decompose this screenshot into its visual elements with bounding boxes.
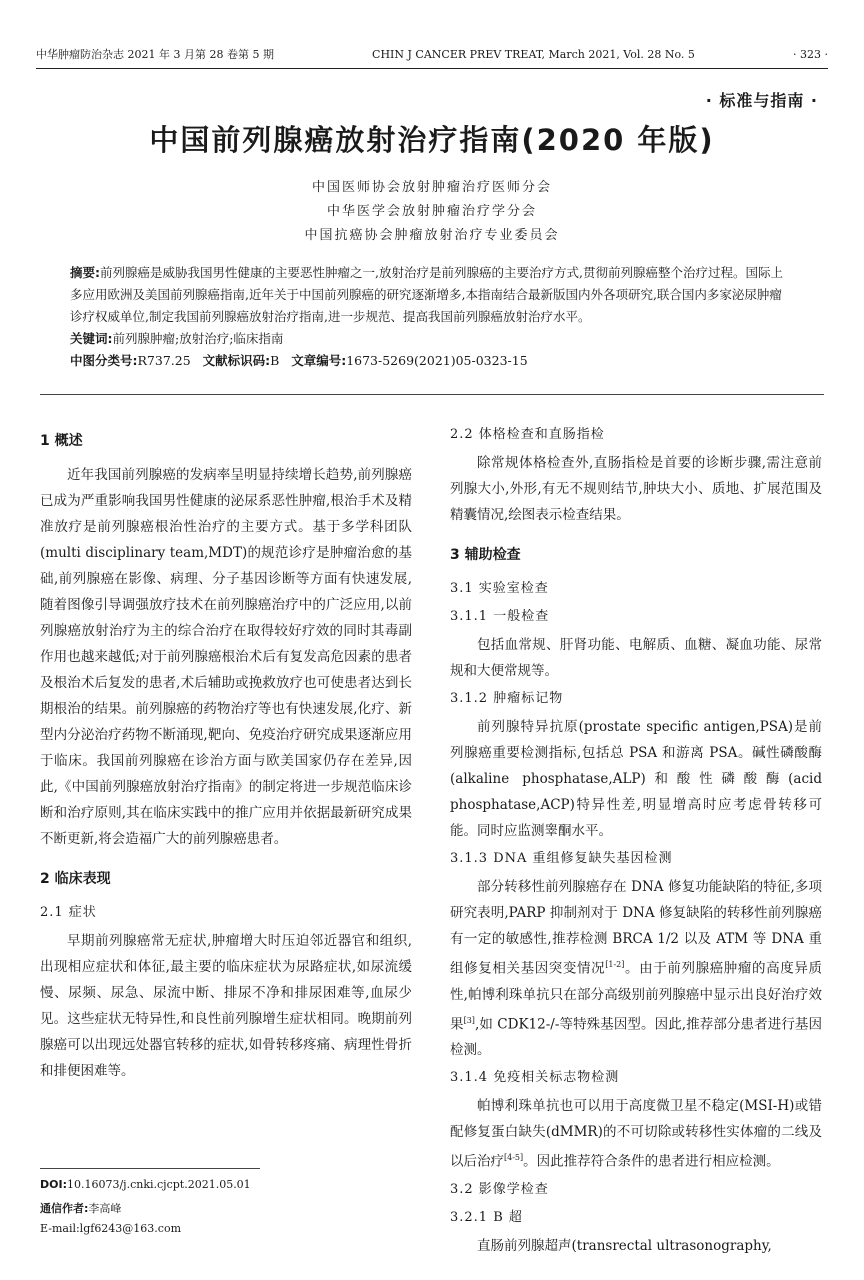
section-3-1-2-paragraph: 前列腺特异抗原(prostate specific antigen,PSA)是前列腺癌重要检测指标,包括总 PSA 和游离 PSA。碱性磷酸酶(alkaline phosphatase,ALP)和酸性磷酸酶(acid phosphatase,ACP)特异性差,明显增高时应考虑骨转移可能。同时应监测睾酮水平。	[450, 719, 822, 839]
org-2: 中华医学会放射肿瘤治疗学分会	[326, 204, 537, 219]
section-3-2-heading: 3.2 影像学检查	[450, 1181, 549, 1197]
running-header	[36, 44, 828, 64]
doc-code-value: B	[270, 353, 280, 368]
doc-code-label: 文献标识码:	[202, 353, 271, 368]
section-1-heading: 1 概述	[40, 433, 83, 449]
abstract-text: 前列腺癌是威胁我国男性健康的主要恶性肿瘤之一,放射治疗是前列腺癌的主要治疗方式,贯彻前列腺癌整个治疗过程。国际上多应用欧洲及美国前列腺癌指南,近年关于中国前列腺癌的研究逐渐增多,本指南结合最新版国内外各项研究,联合国内多家泌尿肿瘤诊疗权威单位,制定我国前列腺癌放射治疗指南,进一步规范、提高我国前列腺癌放射治疗水平。	[70, 265, 783, 324]
citation-4-5[interactable]: [4-5]	[504, 1153, 524, 1162]
article-number-value: 1673-5269(2021)05-0323-15	[346, 353, 528, 368]
section-3-1-1-heading: 3.1.1 一般检查	[450, 609, 550, 624]
section-2-2-heading: 2.2 体格检查和直肠指检	[450, 427, 605, 442]
section-3-2-1-heading: 3.2.1 B 超	[450, 1209, 523, 1225]
citation-1-2[interactable]: [1-2]	[605, 960, 625, 969]
citation-3[interactable]: [3]	[463, 1015, 475, 1025]
section-tag: · 标准与指南 ·	[705, 91, 818, 110]
s313-text-b: 。由于前列腺癌肿瘤的高度异质性,帕博利珠单抗只在部分高级别前列腺癌中显示出良好治疗效果	[450, 960, 823, 1032]
section-3-2-1-paragraph: 直肠前列腺超声(transrectal ultrasonography,	[477, 1237, 772, 1254]
page-number: · 323 ·	[793, 47, 828, 61]
doi-label: DOI:	[40, 1178, 67, 1191]
classification-line	[70, 350, 794, 372]
section-3-heading: 3 辅助检查	[450, 547, 521, 563]
keywords-text: 前列腺肿瘤;放射治疗;临床指南	[112, 331, 284, 346]
section-3-1-2-heading: 3.1.2 肿瘤标记物	[450, 691, 564, 706]
right-column	[450, 420, 822, 1259]
abstract-divider	[40, 394, 824, 395]
abstract-label: 摘要:	[70, 265, 100, 280]
section-2-heading: 2 临床表现	[40, 871, 111, 887]
keywords	[70, 328, 794, 350]
header-divider	[36, 68, 828, 69]
keywords-label: 关键词:	[70, 331, 113, 346]
author-line	[40, 1200, 121, 1216]
article-title: 中国前列腺癌放射治疗指南(2020 年版)	[149, 123, 715, 157]
clc-value: R737.25	[137, 353, 191, 368]
section-3-1-4-paragraph	[450, 1093, 822, 1175]
journal-name-en: CHIN J CANCER PREV TREAT, March 2021, Vol. 28 No. 5	[372, 47, 695, 61]
doi-value[interactable]: 10.16073/j.cnki.cjcpt.2021.05.01	[66, 1178, 251, 1191]
s313-text-c: ,如 CDK12-/-等特殊基因型。因此,推荐部分患者进行基因检测。	[450, 1016, 822, 1058]
email-line[interactable]: E-mail:lgf6243@163.com	[40, 1222, 182, 1235]
left-column	[40, 420, 412, 1084]
abstract	[70, 262, 794, 328]
journal-name-cn: 中华肿瘤防治杂志 2021 年 3 月第 28 卷第 5 期	[36, 48, 274, 61]
s314-text-b: 。因此推荐符合条件的患者进行相应检测。	[523, 1153, 780, 1170]
clc-label: 中图分类号:	[70, 353, 138, 368]
s314-text-a: 帕博利珠单抗也可以用于高度微卫星不稳定(MSI-H)或错配修复蛋白缺失(dMMR)的不可切除或转移性实体瘤的二线及以后治疗	[450, 1098, 822, 1170]
section-2-1-heading: 2.1 症状	[40, 905, 97, 920]
section-2-1-paragraph: 早期前列腺癌常无症状,肿瘤增大时压迫邻近器官和组织,出现相应症状和体征,最主要的临床症状为尿路症状,如尿流缓慢、尿频、尿急、尿流中断、排尿不净和排尿困难等,血尿少见。这些症状无特异性,和良性前列腺增生症状相同。晚期前列腺癌可以出现远处器官转移的症状,如骨转移疼痛、病理性骨折和排便困难等。	[40, 933, 412, 1079]
section-3-1-3-heading: 3.1.3 DNA 重组修复缺失基因检测	[450, 851, 673, 866]
section-3-1-4-heading: 3.1.4 免疫相关标志物检测	[450, 1070, 620, 1085]
article-number-label: 文章编号:	[291, 353, 347, 368]
author-label: 通信作者:	[40, 1202, 89, 1215]
section-1-paragraph: 近年我国前列腺癌的发病率呈明显持续增长趋势,前列腺癌已成为严重影响我国男性健康的泌尿系恶性肿瘤,根治手术及精准放疗是前列腺癌根治性治疗的主要方式。基于多学科团队(multi disciplinary team,MDT)的规范诊疗是肿瘤治愈的基础,前列腺癌在影像、病理、分子基因诊断等方面有快速发展,随着图像引导调强放疗技术在前列腺癌治疗中的广泛应用,以前列腺癌放射治疗为主的综合治疗在取得较好疗效的同时其毒副作用也越来越低;对于前列腺癌根治术后有复发高危因素的患者及根治术后复发的患者,术后辅助或挽救放疗也可使患者达到长期根治的结果。前列腺癌的药物治疗等也有快速发展,化疗、新型内分泌治疗药物不断涌现,靶向、免疫治疗研究成果逐渐应用于临床。我国前列腺癌在诊治方面与欧美国家仍存在差异,因此,《中国前列腺癌放射治疗指南》的制定将进一步规范临床诊断和治疗原则,其在临床实践中的推广应用并依据最新研究成果不断更新,将会造福广大的前列腺癌患者。	[40, 467, 412, 847]
author-name: 李高峰	[88, 1202, 122, 1215]
org-1: 中国医师协会放射肿瘤治疗医师分会	[311, 180, 552, 195]
section-3-1-3-paragraph	[450, 874, 822, 1063]
doi-line	[40, 1178, 251, 1191]
section-3-1-heading: 3.1 实验室检查	[450, 581, 549, 596]
section-2-2-paragraph: 除常规体格检查外,直肠指检是首要的诊断步骤,需注意前列腺大小,外形,有无不规则结节,肿块大小、质地、扩展范围及精囊情况,绘图表示检查结果。	[450, 455, 822, 523]
footnote-divider	[40, 1168, 260, 1169]
section-3-1-1-paragraph: 包括血常规、肝肾功能、电解质、血糖、凝血功能、尿常规和大便常规等。	[450, 637, 822, 679]
abstract-block	[70, 262, 794, 372]
org-3: 中国抗癌协会肿瘤放射治疗专业委员会	[304, 228, 560, 243]
s313-text-a: 部分转移性前列腺癌存在 DNA 修复功能缺陷的特征,多项研究表明,PARP 抑制剂对于 DNA 修复缺陷的转移性前列腺癌有一定的敏感性,推荐检测 BRCA 1/2 以及 ATM 等 DNA 重组修复相关基因突变情况	[450, 879, 822, 977]
